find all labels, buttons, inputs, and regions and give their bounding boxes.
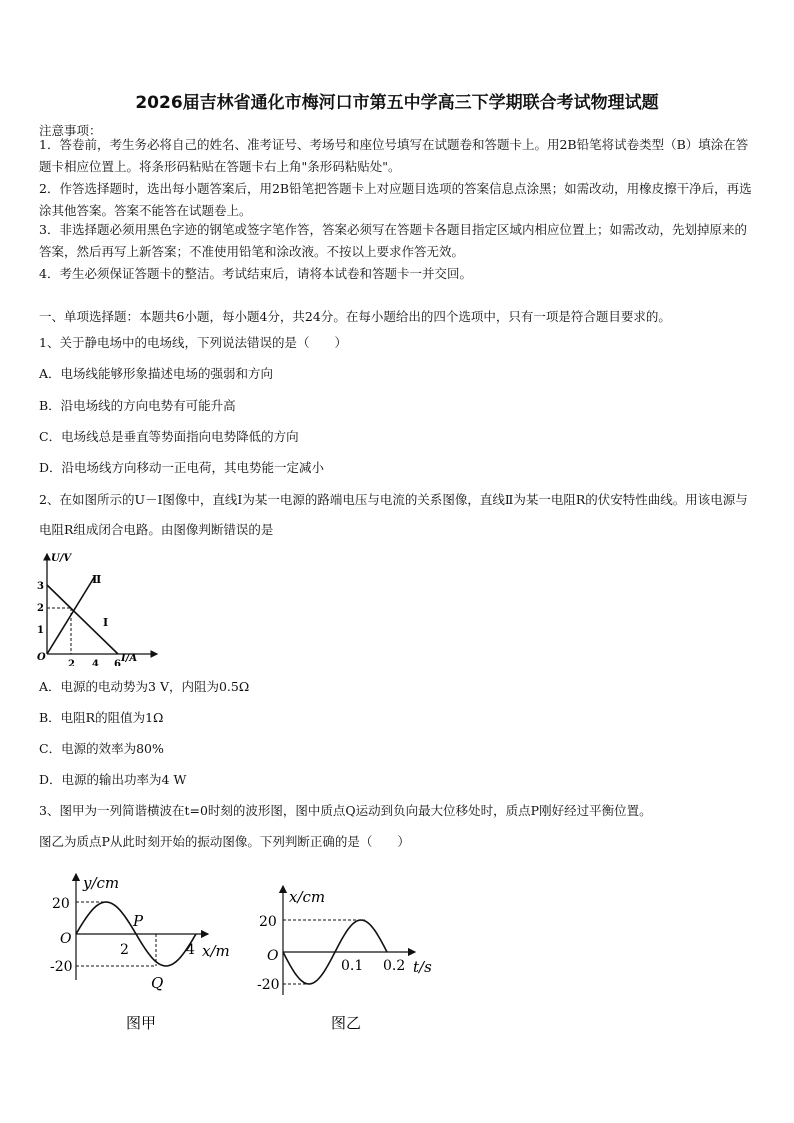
line-ii-label: Ⅱ bbox=[92, 573, 102, 586]
q2-option-d: D．电源的输出功率为4 W bbox=[39, 772, 187, 787]
q3-wave-figure bbox=[50, 868, 250, 1038]
vib-ybottom: -20 bbox=[257, 977, 280, 993]
wave-ybottom: -20 bbox=[50, 959, 73, 975]
q2-option-b: B．电阻R的阻值为1Ω bbox=[39, 710, 164, 725]
line-i-label: Ⅰ bbox=[103, 616, 109, 629]
q2-ui-graph bbox=[35, 548, 165, 666]
page-title: 2026届吉林省通化市梅河口市第五中学高三下学期联合考试物理试题 bbox=[135, 93, 659, 113]
wave-origin: O bbox=[60, 931, 72, 947]
q1-option-c: C．电场线总是垂直等势面指向电势降低的方向 bbox=[39, 429, 299, 444]
ytick-2: 2 bbox=[37, 603, 44, 614]
ytick-3: 3 bbox=[37, 581, 44, 592]
point-q-label: Q bbox=[151, 974, 164, 992]
q1-stem: 1、关于静电场中的电场线，下列说法错误的是（ ） bbox=[39, 335, 347, 350]
notice-heading: 注意事项： bbox=[39, 123, 102, 138]
notice-1: 1．答卷前，考生务必将自己的姓名、准考证号、考场号和座位号填写在试题卷和答题卡上。用2B铅笔将试卷类型（B）填涂在答题卡相应位置上。将条形码粘贴在答题卡右上角"条形码粘贴处"。 bbox=[39, 137, 749, 174]
fig1-caption: 图甲 bbox=[126, 1014, 157, 1032]
q3-stem-line1: 3、图甲为一列简谐横波在t=0时刻的波形图，图中质点Q运动到负向最大位移处时，质点P刚好经过平衡位置。 bbox=[39, 803, 652, 818]
fig2-caption: 图乙 bbox=[331, 1014, 362, 1032]
vib-ylabel: x/cm bbox=[289, 888, 326, 906]
wave-ytop: 20 bbox=[52, 896, 70, 912]
q2-stem: 2、在如图所示的U－I图像中，直线Ⅰ为某一电源的路端电压与电流的关系图像，直线Ⅱ为某一电阻R的伏安特性曲线。用该电源与电阻R组成闭合电路。由图像判断错误的是 bbox=[39, 492, 748, 537]
q1-option-d: D．沿电场线方向移动一正电荷，其电势能一定减小 bbox=[39, 460, 325, 475]
vib-origin: O bbox=[267, 948, 279, 964]
vib-ytop: 20 bbox=[259, 914, 277, 930]
notice-4: 4．考生必须保证答题卡的整洁。考试结束后，请将本试卷和答题卡一并交回。 bbox=[39, 266, 472, 281]
wave-xlabel: x/m bbox=[202, 942, 230, 960]
vib-x2: 0.2 bbox=[383, 958, 406, 974]
notice-3: 3．非选择题必须用黑色字迹的钢笔或签字笔作答，答案必须写在答题卡各题目指定区域内相应位置上；如需改动，先划掉原来的答案，然后再写上新答案；不准使用铅笔和涂改液。不按以上要求作答无效。 bbox=[39, 222, 747, 259]
q1-option-a: A．电场线能够形象描述电场的强弱和方向 bbox=[39, 366, 274, 381]
point-p-label: P bbox=[133, 912, 144, 930]
vib-xlabel: t/s bbox=[413, 958, 432, 976]
wave-x2: 4 bbox=[186, 942, 195, 958]
graph-xlabel: I/A bbox=[121, 653, 138, 664]
vib-x1: 0.1 bbox=[341, 958, 364, 974]
q1-option-b: B．沿电场线的方向电势有可能升高 bbox=[39, 398, 236, 413]
wave-x1: 2 bbox=[120, 942, 129, 958]
xtick-2: 2 bbox=[68, 659, 75, 666]
section-heading: 一、单项选择题：本题共6小题，每小题4分，共24分。在每小题给出的四个选项中，只有一项是符合题目要求的。 bbox=[39, 309, 671, 324]
wave-ylabel: y/cm bbox=[83, 874, 120, 892]
q3-stem-line2: 图乙为质点P从此时刻开始的振动图像。下列判断正确的是（ ） bbox=[39, 834, 410, 849]
q2-option-a: A．电源的电动势为3 V，内阻为0.5Ω bbox=[39, 679, 250, 694]
graph-origin: O bbox=[37, 652, 46, 663]
notice-2: 2．作答选择题时，选出每小题答案后，用2B铅笔把答题卡上对应题目选项的答案信息点涂黑；如需改动，用橡皮擦干净后，再选涂其他答案。答案不能答在试题卷上。 bbox=[39, 181, 752, 218]
q3-vibration-figure bbox=[255, 880, 445, 1040]
xtick-4: 4 bbox=[92, 659, 99, 666]
ytick-1: 1 bbox=[37, 625, 44, 636]
xtick-6: 6 bbox=[114, 659, 121, 666]
q2-option-c: C．电源的效率为80% bbox=[39, 741, 164, 756]
graph-ylabel: U/V bbox=[51, 553, 72, 564]
